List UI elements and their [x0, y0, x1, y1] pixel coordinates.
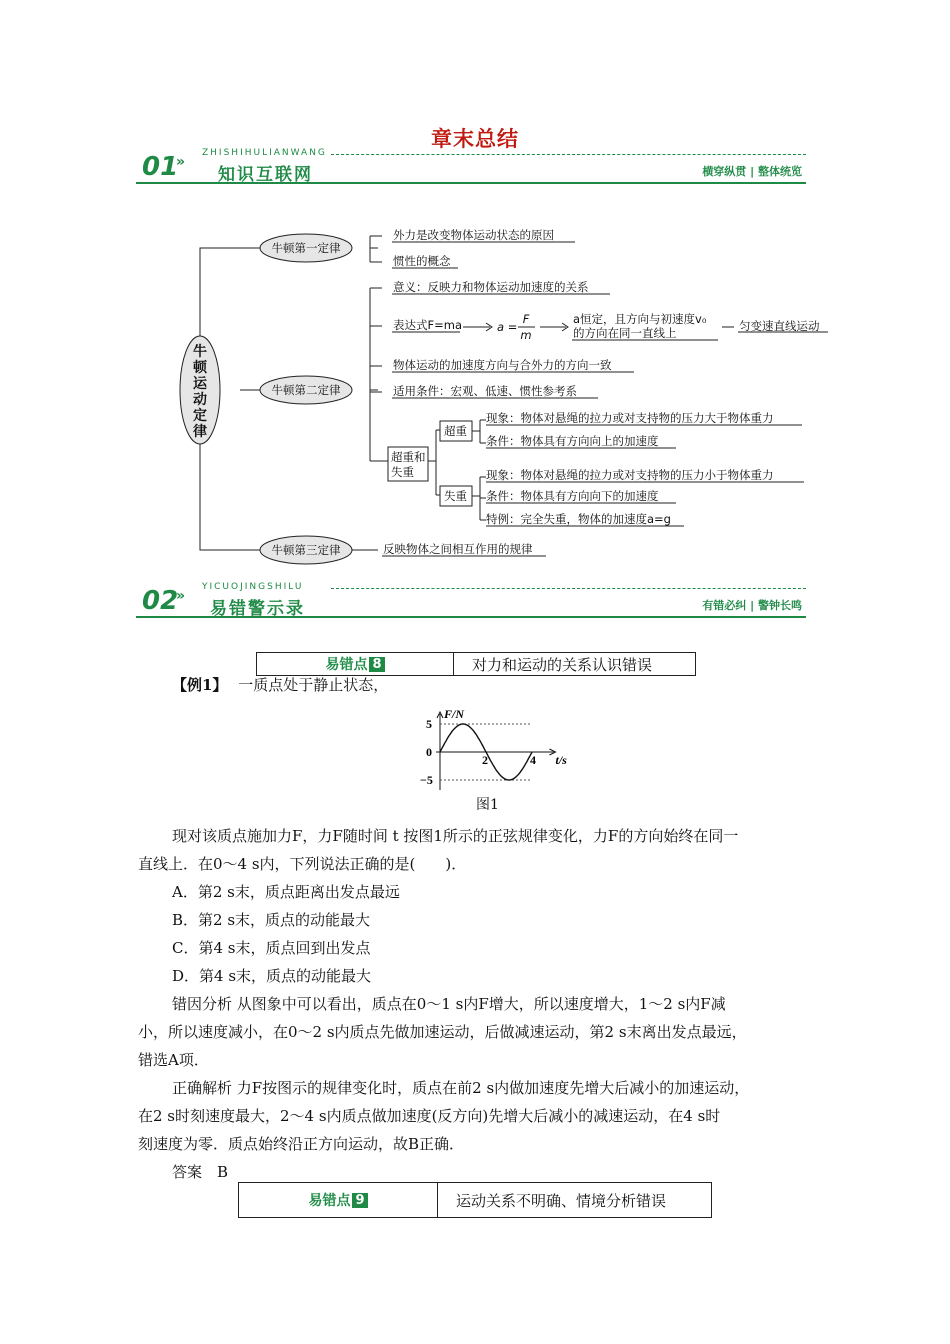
- error-point-title: 对力和运动的关系认识错误: [472, 655, 653, 674]
- section-number: 02: [142, 586, 179, 616]
- under-label: 失重: [444, 489, 467, 503]
- error-point-title: 运动关系不明确、情境分析错误: [456, 1191, 667, 1210]
- example-tag: 【例1】: [172, 676, 228, 694]
- law2-a: a =: [497, 320, 518, 334]
- law2-constant-line2: 的方向在同一直线上: [573, 326, 677, 340]
- section-motto: 有错必纠 | 警钟长鸣: [702, 599, 802, 612]
- solution-line: 在2 s时刻速度最大，2～4 s内质点做加速度(反方向)先增大后减小的减速运动，在4 s时: [138, 1107, 721, 1125]
- example-intro: [172, 671, 852, 699]
- law2-uniform: 匀变速直线运动: [739, 319, 820, 333]
- law3-label: 牛顿第三定律: [271, 543, 341, 557]
- option-b: B．第2 s末，质点的动能最大: [172, 911, 371, 929]
- root-char: 定: [193, 408, 207, 424]
- law2-expression: 表达式F=ma: [393, 318, 462, 332]
- section-pinyin: YICUOJINGSHILU: [202, 582, 304, 592]
- page-title: 章末总结: [431, 127, 519, 151]
- divider: [136, 616, 806, 618]
- law1-item: 惯性的概念: [393, 254, 451, 268]
- law1-item: 外力是改变物体运动状态的原因: [393, 228, 554, 242]
- law2-constant-line1: a恒定，且方向与初速度v₀: [573, 312, 707, 326]
- force-time-chart: [410, 700, 580, 795]
- solution-line: 正确解析 力F按图示的规律变化时，质点在前2 s内做加速度先增大后减小的加速运动，: [172, 1079, 750, 1097]
- chevron-icon: »: [176, 588, 186, 604]
- option-a: A．第2 s末，质点距离出发点最远: [172, 883, 400, 901]
- x-tick-label: 2: [482, 753, 488, 767]
- option-d: D．第4 s末，质点的动能最大: [172, 967, 372, 985]
- answer: 答案 B: [172, 1163, 229, 1181]
- question-line: 直线上．在0～4 s内，下列说法正确的是( )．: [138, 855, 467, 873]
- law2-direction: 物体运动的加速度方向与合外力的方向一致: [393, 358, 612, 372]
- section-title: 知识互联网: [218, 165, 313, 185]
- chevron-icon: »: [176, 154, 186, 170]
- error-point-text: 易错点: [308, 1193, 351, 1209]
- under-item: 特例：完全失重，物体的加速度a=g: [486, 512, 671, 526]
- root-char: 动: [193, 392, 207, 408]
- under-item: 现象：物体对悬绳的拉力或对支持物的压力小于物体重力: [486, 468, 774, 482]
- law2-condition: 适用条件：宏观、低速、惯性参考系: [393, 384, 577, 398]
- overweight-label-line1: 超重和: [391, 450, 426, 464]
- root-char: 运: [193, 376, 207, 392]
- error-point-number: 9: [352, 1193, 367, 1208]
- mind-map: [0, 0, 950, 580]
- section-motto: 横穿纵贯 | 整体统览: [702, 165, 802, 178]
- y-axis-label: F/N: [444, 707, 465, 721]
- analysis-line: 错选A项．: [138, 1051, 209, 1069]
- section-pinyin: ZHISHIHULIANWANG: [202, 148, 327, 158]
- x-tick-label: 4: [530, 753, 536, 767]
- law2-label: 牛顿第二定律: [271, 383, 341, 397]
- over-item: 现象：物体对悬绳的拉力或对支持物的压力大于物体重力: [486, 411, 774, 425]
- error-point-text: 易错点: [325, 657, 368, 673]
- error-point-label: [239, 1183, 438, 1217]
- figure-caption: 图1: [476, 797, 499, 813]
- example-text: 一质点处于静止状态，: [238, 676, 389, 694]
- analysis-line: 错因分析 从图象中可以看出，质点在0～1 s内F增大，所以速度增大，1～2 s内F减: [172, 995, 726, 1013]
- analysis-line: 小，所以速度减小，在0～2 s内质点先做加速运动，后做减速运动，第2 s末离出发点最远，: [138, 1023, 747, 1041]
- option-c: C．第4 s末，质点回到出发点: [172, 939, 371, 957]
- section-number: 01: [142, 152, 179, 182]
- law1-label: 牛顿第一定律: [271, 241, 341, 255]
- y-tick-label: 5: [426, 717, 432, 731]
- question-line: 现对该质点施加力F，力F随时间 t 按图1所示的正弦规律变化，力F的方向始终在同一: [172, 827, 739, 845]
- law2-m: m: [520, 328, 532, 342]
- solution-line: 刻速度为零．质点始终沿正方向运动，故B正确．: [138, 1135, 465, 1153]
- law2-F: F: [522, 312, 530, 326]
- y-tick-label: −5: [420, 773, 433, 787]
- section-title: 易错警示录: [210, 599, 305, 619]
- over-label: 超重: [444, 424, 467, 438]
- error-point-9: [238, 1182, 712, 1218]
- x-axis-label: t/s: [555, 753, 567, 767]
- overweight-label-line2: 失重: [391, 465, 414, 479]
- root-char: 牛: [193, 344, 207, 360]
- section-banner-errors: [136, 584, 806, 618]
- law3-item: 反映物体之间相互作用的规律: [383, 542, 533, 556]
- law2-meaning: 意义：反映力和物体运动加速度的关系: [393, 280, 589, 294]
- under-item: 条件：物体具有方向向下的加速度: [486, 489, 659, 503]
- dashed-divider: [331, 588, 806, 589]
- root-char: 律: [193, 424, 207, 440]
- root-char: 顿: [193, 360, 207, 376]
- y-tick-label: 0: [426, 745, 432, 759]
- error-point-number: 8: [369, 657, 384, 672]
- over-item: 条件：物体具有方向向上的加速度: [486, 434, 659, 448]
